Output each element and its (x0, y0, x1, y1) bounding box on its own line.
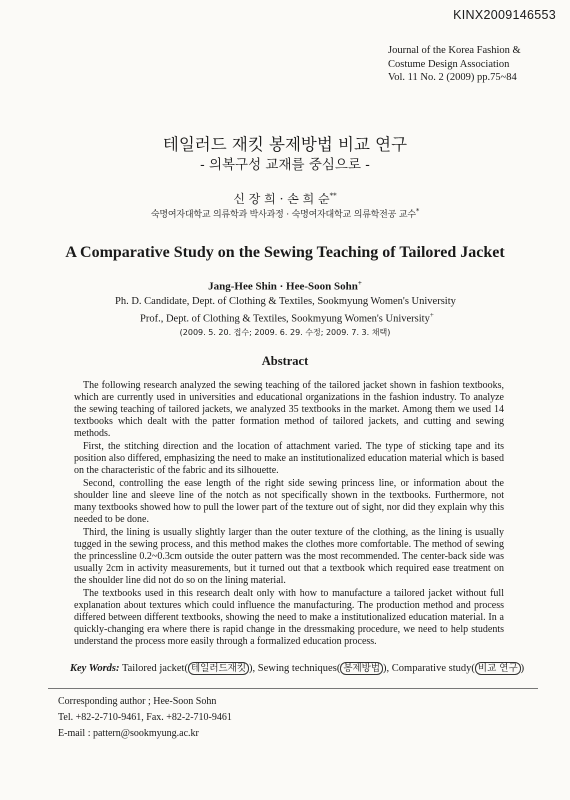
english-authors (0, 279, 570, 293)
korean-affiliation-text: 숙명여자대학교 의류학과 박사과정 · 숙명여자대학교 의류학전공 교수 (150, 210, 416, 220)
abstract-paragraph: The textbooks used in this research dealt only with how to manufacture a tailored jacket without full explanation about textures which could influence the manufacturing. The production method and process differed between different textbooks, showing the need to make a institutionalized education material. In a quickly-changing era where there is rapid change in the dressmaking procedure, we need to help students understand the process more easily through a formalized education process. (74, 588, 504, 647)
abstract-paragraph: First, the stitching direction and the location of attachment varied. The type of sticking tape and its position also differed, emphasizing the need to make an institutionalized education material which is based on the characteristic of the fabric and its silhouette. (74, 441, 504, 476)
english-title: A Comparative Study on the Sewing Teaching of Tailored Jacket (65, 244, 505, 261)
english-author-names: Jang-Hee Shin · Hee-Soon Sohn (208, 280, 358, 293)
journal-name-line1: Journal of the Korea Fashion & (388, 45, 521, 56)
affiliation-2 (140, 311, 434, 325)
korean-authors (0, 190, 570, 207)
abstract-paragraph: Third, the lining is usually slightly larger than the outer texture of the clothing, as the lining is usually tugged in the sewing process, and this method makes the clothes more comfortable. The method of sewing the princessline 0.2~0.3cm outside the outer pattern was the most recommended. The center-back side was usually 2cm in activity measurements, but it turned out that a textbook which required ease treatment on the shoulder line did not do so on the lining material. (74, 527, 504, 586)
keyword-3-korean: 비교 연구 (475, 662, 521, 675)
keyword-3: Comparative study (391, 663, 472, 674)
keywords: Key Words: Tailored jacket( 테일러드재킷 ), Sewing techniques( 봉제방법 ), Comparative study( 비교 연구 ) (70, 663, 525, 674)
english-author-mark: + (357, 279, 362, 287)
journal-volume: Vol. 11 No. 2 (2009) pp.75~84 (388, 72, 517, 83)
contact-phone-fax: Tel. +82-2-710-9461, Fax. +82-2-710-9461 (58, 712, 232, 723)
abstract-paragraph: The following research analyzed the sewing teaching of the tailored jacket shown in fashion textbooks, which are currently used in universities and educational organizations in the fashion industry. To analyze the sewing teaching of tailored jackets, we analyzed 35 textbooks in the market. Among them we used 14 textbooks which dealt with the patter formation method of tailored jackets, and cutting and sewing methods. (74, 380, 504, 439)
keyword-1: Tailored jacket (121, 663, 185, 674)
abstract-paragraph: Second, controlling the ease length of the right side sewing princess line, or information about the shoulder line and sleeve line of the notch as not specifically shown in the textbooks. Furthermore, not many textbooks showed how to pull the lower part of the texture out of sight, nor did they explain why this needed to be done. (74, 478, 504, 525)
affiliation-2-mark: + (429, 311, 434, 319)
document-id: KINX2009146553 (453, 8, 556, 22)
korean-title: 테일러드 재킷 봉제방법 비교 연구 (162, 135, 408, 154)
corresponding-author: Corresponding author ; Hee-Soon Sohn (58, 696, 217, 707)
abstract-body (74, 380, 504, 649)
korean-subtitle: - 의복구성 교재를 중심으로 - (200, 157, 370, 173)
korean-author-mark: ** (329, 192, 337, 200)
submission-dates: (2009. 5. 20. 접수; 2009. 6. 29. 수정; 2009. 7. 3. 채택) (179, 328, 391, 337)
keyword-2: Sewing techniques (257, 663, 337, 674)
contact-email: E-mail : pattern@sookmyung.ac.kr (58, 728, 199, 739)
keywords-label: Key Words: (70, 663, 120, 674)
korean-affiliation-mark: * (415, 207, 420, 215)
footnote-divider (48, 688, 538, 689)
keyword-2-korean: 봉제방법 (340, 662, 383, 675)
keyword-1-korean: 테일러드재킷 (188, 662, 249, 675)
correspondence-info (58, 694, 232, 742)
journal-info (388, 44, 558, 85)
korean-affiliation (0, 207, 570, 220)
affiliation-2-text: Prof., Dept. of Clothing & Textiles, Sookmyung Women's University (140, 313, 430, 325)
abstract-heading: Abstract (261, 354, 309, 368)
korean-author-names: 신 장 희 · 손 희 순 (233, 192, 330, 206)
affiliation-1: Ph. D. Candidate, Dept. of Clothing & Textiles, Sookmyung Women's University (115, 296, 456, 307)
journal-name-line2: Costume Design Association (388, 58, 510, 70)
